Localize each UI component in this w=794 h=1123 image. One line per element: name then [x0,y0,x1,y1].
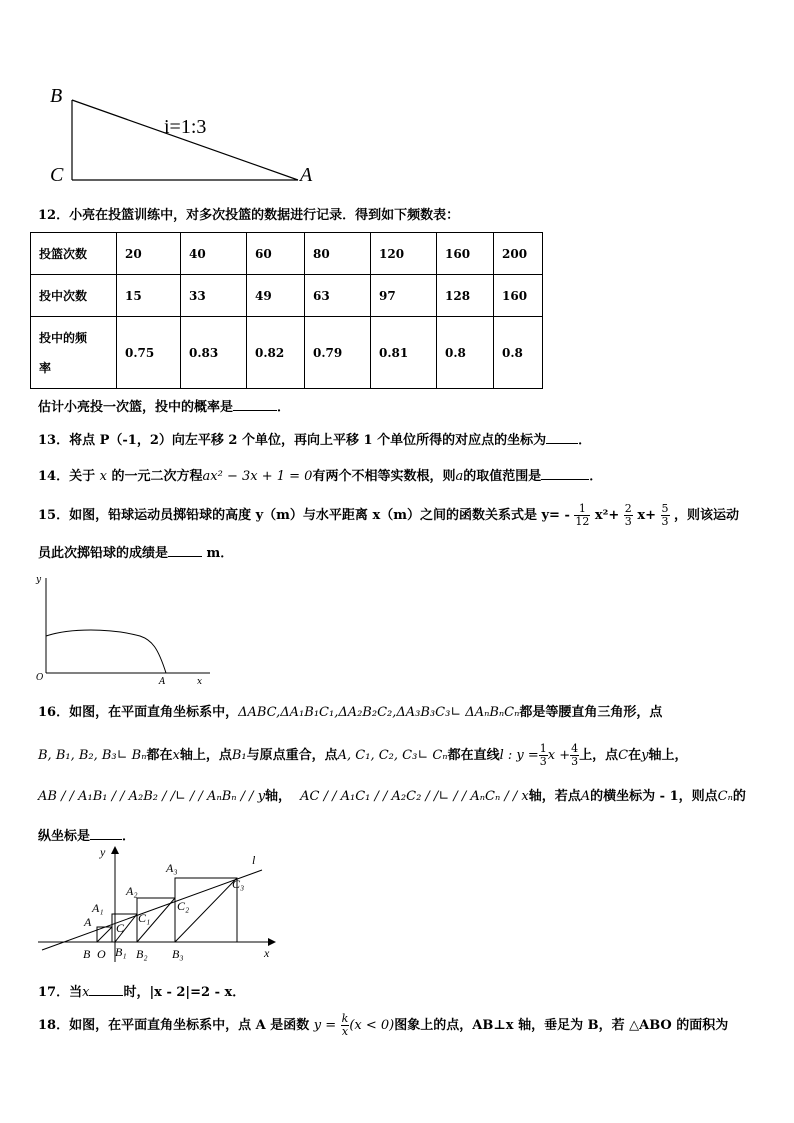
q14-mid2: 有两个不相等实数根，则 [312,469,456,484]
label-c3: C₃ [232,877,245,891]
fraction: $\frac{k}{x}$ [341,1012,349,1038]
question-18 [38,1007,728,1045]
triangle-side-ba [72,100,298,180]
table-cell: 40 [181,233,247,275]
label-a3: A₃ [166,861,178,875]
triangles: ΔABC,ΔA₁B₁C₁,ΔA₂B₂C₂,ΔA₃B₃C₃∟ ΔAₙBₙCₙ [238,705,520,720]
row-label-line: 投中的频 [39,330,88,345]
points-b: B, B₁, B₂, B₃∟ Bₙ [38,748,147,763]
label-a1: A₁ [92,901,104,915]
label-b3: B₃ [172,947,184,961]
condition: (x < 0) [349,1018,395,1033]
question-12-tail-text: 估计小亮投一次篮，投中的概率是 [38,400,234,415]
label-x: x [197,677,203,687]
q14-post: 的取值范围是 [463,469,542,484]
var-y: y [641,748,649,763]
table-cell: 97 [371,275,437,317]
q15-pre: 15．如图，铅球运动员掷铅球的高度 y（m）与水平距离 x（m）之间的函数关系式是 y= - [38,508,570,523]
answer-blank[interactable] [541,466,589,480]
var-x: x [172,748,180,763]
slope-triangle-figure [40,80,330,190]
label-b1: B₁ [115,945,127,959]
table-cell: 160 [437,233,494,275]
label-b: B [83,947,91,961]
table-cell: 0.82 [247,317,305,389]
question-13 [38,430,591,450]
label-y: y [36,575,42,585]
q16-line4: 纵坐标是 [38,829,91,844]
label-x: x [264,946,270,960]
label-l: l [252,853,256,867]
question-16-line2 [38,737,687,775]
q15-t1: x²+ [594,508,620,523]
text: 的 [732,789,746,804]
equation: ax² − 3x + 1 = 0 [202,469,313,484]
func-y: y = [313,1018,337,1033]
table-cell: 33 [181,275,247,317]
punct: ． [277,400,291,415]
fraction: $\frac{1}{3}$ [539,742,547,768]
fraction: $\frac{4}{3}$ [571,742,579,768]
q18-post: 图象上的点，AB⊥x 轴，垂足为 B，若 △ABO 的面积为 [394,1018,729,1033]
punct: ． [122,829,136,844]
point-a: A [580,789,591,804]
punct: ． [578,433,592,448]
label-a: A [300,164,313,186]
fraction: $\frac{2}{3}$ [624,502,632,528]
label-c: C [50,164,64,186]
row-label: 投篮次数 [31,233,117,275]
parallel-ac: AC / / A₁C₁ / / A₂C₂ / /∟ / / AₙCₙ / / x [300,789,529,804]
table-cell: 0.8 [437,317,494,389]
label-c: C [116,921,125,935]
q14-mid: 的一元二次方程 [111,469,203,484]
table-cell: 120 [371,233,437,275]
q15-unit: m． [202,546,234,561]
question-15-line2 [38,543,233,563]
answer-blank[interactable] [90,826,122,840]
q16-l1c: 都是等腰直角三角形，点 [519,705,663,720]
table-cell: 200 [494,233,543,275]
trajectory-curve [46,630,166,673]
question-14 [38,466,602,486]
answer-blank[interactable] [233,397,277,411]
label-b2: B₂ [136,947,148,961]
table-cell: 63 [305,275,371,317]
q15-t2: x+ [637,508,656,523]
row-label: 投中次数 [31,275,117,317]
table-cell: 0.75 [117,317,181,389]
q15-post: ，则该运动 [674,508,740,523]
text: 轴，若点 [528,789,581,804]
var-x: x [82,985,90,1000]
point-b1: B₁ [231,748,247,763]
table-cell: 60 [247,233,305,275]
answer-blank[interactable] [546,430,578,444]
label-y: y [100,845,106,859]
frequency-table [30,232,543,389]
table-cell: 0.81 [371,317,437,389]
table-row [31,275,543,317]
text: 与原点重合，点 [246,748,338,763]
text: 在 [628,748,642,763]
table-row [31,233,543,275]
table-row [31,317,543,389]
table-cell: 49 [247,275,305,317]
label-a: A [84,915,92,929]
slope-label: i=1:3 [164,116,207,138]
q14-pre: 14．关于 [38,469,96,484]
q15-line2: 员此次掷铅球的成绩是 [38,546,169,561]
var-a: a [455,469,464,484]
question-16 [38,704,662,722]
answer-blank[interactable] [168,543,202,557]
question-17 [38,982,245,1002]
point-c: C [618,748,629,763]
question-12 [38,207,459,225]
text: 都在直线 [447,748,500,763]
q17-pre: 17．当 [38,985,83,1000]
label-c1: C₁ [138,911,151,925]
text: 轴上， [648,748,688,763]
label-b: B [50,85,63,107]
fraction: $\frac{1}{12}$ [575,502,590,528]
q17-mid: 时，|x - 2|=2 - x． [123,985,246,1000]
x-axis-arrow [268,938,276,946]
fraction: $\frac{5}{3}$ [661,502,669,528]
label-o: O [36,673,44,683]
table-cell: 0.79 [305,317,371,389]
question-13-text: 13．将点 P（-1，2）向左平移 2 个单位，再向上平移 1 个单位所得的对应点的坐标为 [38,433,547,448]
question-12-tail [38,397,290,417]
label-c2: C₂ [177,899,190,913]
text: 的横坐标为 - 1，则点 [590,789,718,804]
table-cell: 160 [494,275,543,317]
text: 都在 [146,748,173,763]
table-cell: 0.83 [181,317,247,389]
table-cell: 20 [117,233,181,275]
question-16-line3 [38,788,746,806]
label-o: O [97,947,106,961]
row-label [31,317,117,389]
question-15 [38,497,739,535]
point-cn: Cₙ [717,789,733,804]
var-x: x [99,469,107,484]
table-cell: 15 [117,275,181,317]
text: 上，点 [579,748,619,763]
triangle-chain-figure [36,842,286,970]
q18-pre: 18．如图，在平面直角坐标系中，点 A 是函数 [38,1018,310,1033]
table-cell: 0.8 [494,317,543,389]
text: 轴， [265,789,292,804]
q16-l1a: 16．如图，在平面直角坐标系中， [38,705,239,720]
table-cell: 128 [437,275,494,317]
line-l [42,870,262,950]
answer-blank[interactable] [89,982,123,996]
label-a: A [159,677,166,687]
y-axis-arrow [111,846,119,854]
points-c: A, C₁, C₂, C₃∟ Cₙ [337,748,448,763]
parallel-ab: AB / / A₁B₁ / / A₂B₂ / /∟ / / AₙBₙ / / y [38,789,266,804]
question-12-text: 12．小亮在投篮训练中，对多次投篮的数据进行记录．得到如下频数表： [38,208,460,223]
table-cell: 80 [305,233,371,275]
label-a2: A₂ [126,884,138,898]
line-l: l : y = [499,748,539,763]
shot-put-figure [30,570,220,688]
term: x + [547,748,571,763]
punct: ． [589,469,603,484]
text: 轴上，点 [179,748,232,763]
row-label-line: 率 [39,360,52,375]
